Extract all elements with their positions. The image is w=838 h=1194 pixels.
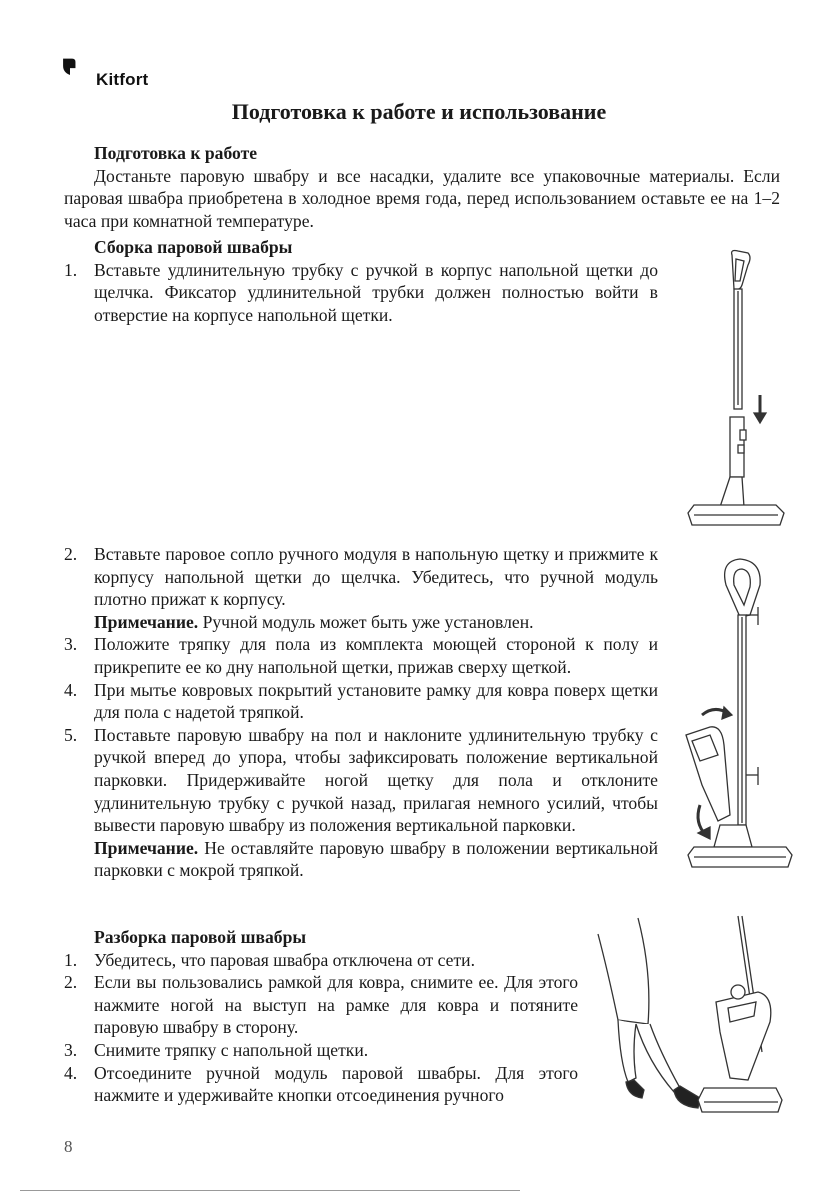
brand-name: Kitfort [96,70,149,89]
step-number: 2. [64,972,78,993]
assembly-note-1 [64,611,658,634]
mop-disassembly-illustration [588,912,788,1122]
step-text: Снимите тряпку с напольной щетки. [94,1039,369,1060]
assembly-step-3 [64,633,658,678]
preparation-text: Достаньте паровую швабру и все насадки, удалите все упаковочные материалы. Если паровая швабра приобретена в холодное время года, перед использованием оставьте ее на 1–2 часа при комнатной температуре. [64,165,780,231]
step-text: Вставьте паровое сопло ручного модуля в напольную щетку и прижмите к корпусу напольной щетки до щелчка. Убедитесь, что ручной модуль плотно прижат к корпусу. [94,544,658,610]
step-number: 3. [64,1039,78,1060]
step-number: 1. [64,949,78,970]
step-number: 1. [64,259,78,280]
disassembly-step-4 [64,1062,578,1107]
page-number: 8 [64,1137,73,1156]
preparation-heading: Подготовка к работе [94,143,258,163]
mop-parking-illustration [680,555,800,885]
section-assembly-part1 [64,236,658,326]
step-text: Поставьте паровую швабру на пол и наклоните удлинительную трубку с ручкой вперед до упора, чтобы зафиксировать положение вертикальной парковки. Придерживайте ногой щетку для пола и отклоните удлинительную трубку с ручкой назад, прилагая немного усилий, чтобы вывести паровую швабру из положения вертикальной парковки. [94,724,658,836]
note-label: Примечание. [94,837,199,858]
step-text: При мытье ковровых покрытий установите рамку для ковра поверх щетки для пола с надетой тряпкой. [94,679,658,723]
page-title: Подготовка к работе и использование [231,99,607,124]
section-assembly-part2 [64,543,658,882]
disassembly-step-2 [64,971,578,1039]
assembly-step-1 [64,259,658,327]
assembly-note-2 [64,837,658,882]
assembly-step-5 [64,724,658,837]
disassembly-step-1 [64,949,578,972]
disassembly-step-3 [64,1039,578,1062]
note-label: Примечание. [94,611,199,632]
step-text: Отсоедините ручной модуль паровой швабры. Для этого нажмите и удерживайте кнопки отсоединения ручного [94,1062,578,1106]
step-number: 2. [64,544,78,564]
step-text: Вставьте удлинительную трубку с ручкой в корпус напольной щетки до щелчка. Фиксатор удлинительной трубки должен полностью войти в отверстие на корпусе напольной щетки. [94,259,658,325]
assembly-heading: Сборка паровой швабры [94,237,293,257]
section-preparation [64,142,780,232]
step-number: 5. [64,724,78,745]
assembly-step-2 [64,543,658,611]
disassembly-heading: Разборка паровой швабры [94,927,307,947]
mop-assembly-illustration [680,245,790,535]
section-disassembly [64,926,578,1107]
note-text: Ручной модуль может быть уже установлен. [198,611,534,632]
step-text: Положите тряпку для пола из комплекта моющей стороной к полу и прикрепите ее ко дну напольной щетки, прижав сверху щеткой. [94,634,658,677]
page-divider [20,1190,520,1191]
step-number: 3. [64,634,78,655]
step-number: 4. [64,679,78,700]
step-number: 4. [64,1062,78,1083]
assembly-step-4 [64,679,658,724]
step-text: Если вы пользовались рамкой для ковра, снимите ее. Для этого нажмите ногой на выступ на рамке для ковра и потяните паровую швабру в сторону. [94,972,578,1038]
step-text: Убедитесь, что паровая швабра отключена от сети. [94,949,475,970]
note-text: Не оставляйте паровую швабру в положении вертикальной парковки с мокрой тряпкой. [94,837,658,881]
